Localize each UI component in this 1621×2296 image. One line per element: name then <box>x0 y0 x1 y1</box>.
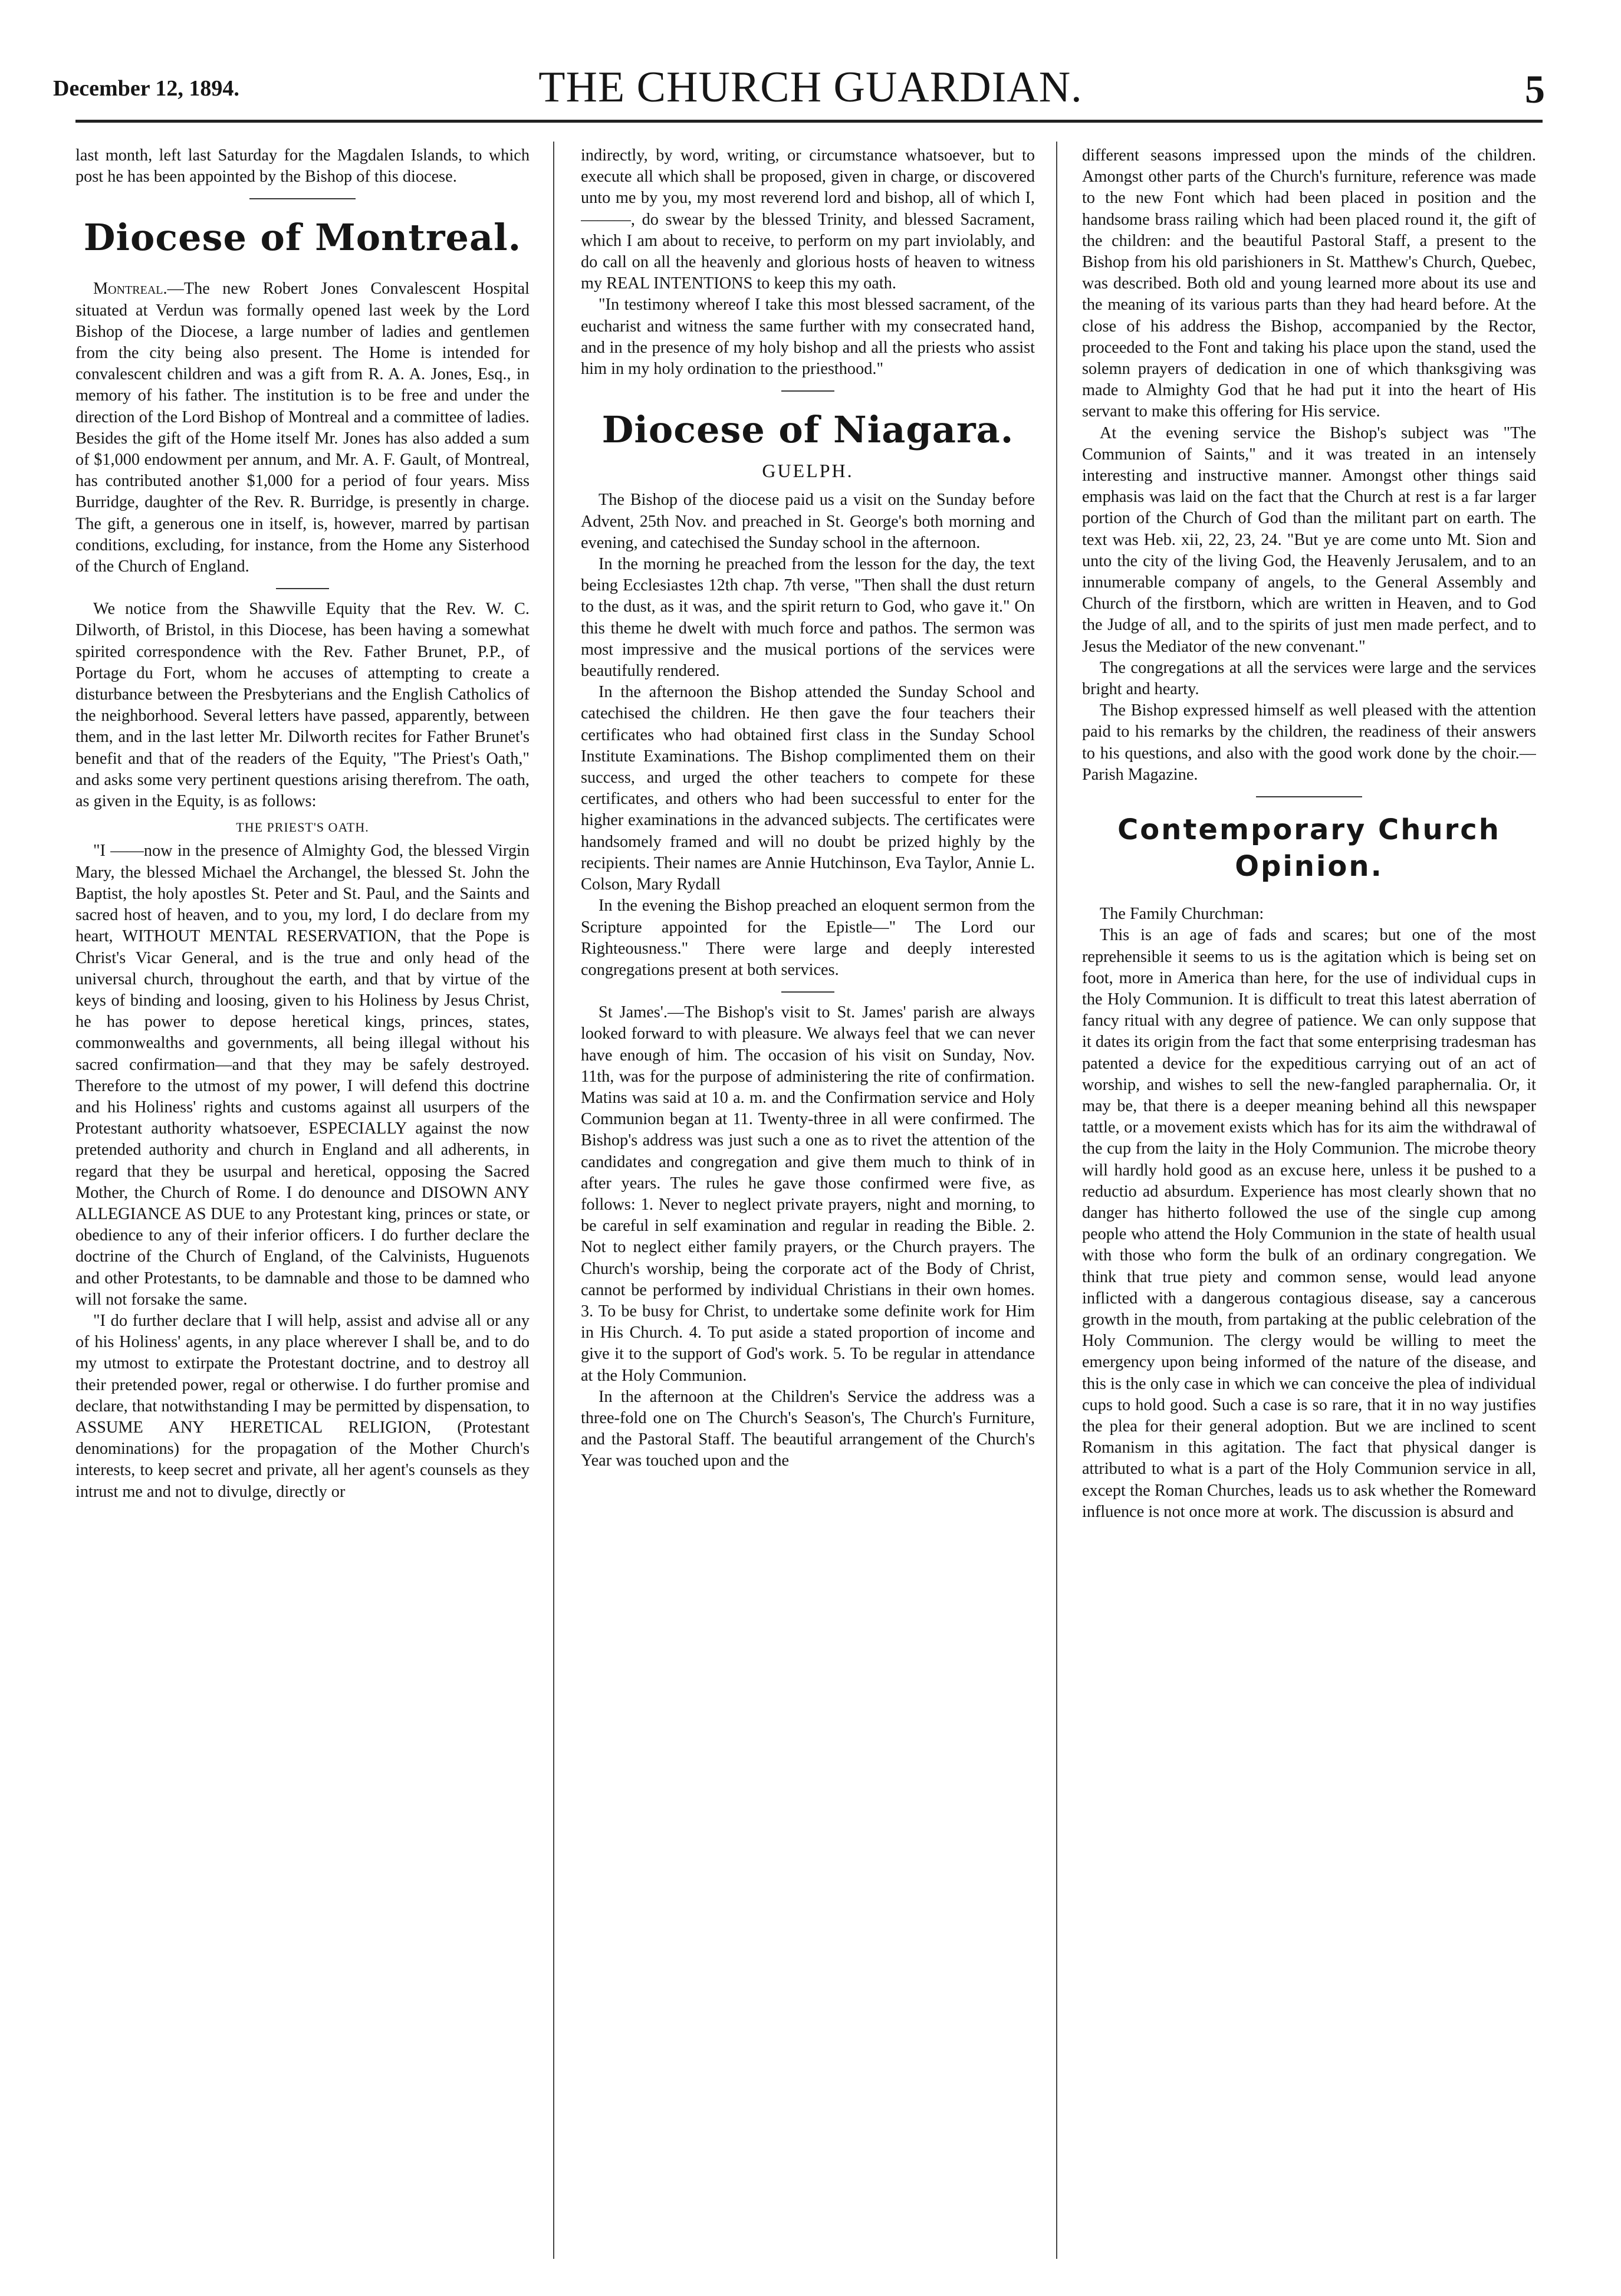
column-3 <box>1082 145 1536 2256</box>
paragraph: St James'.—The Bishop's visit to St. James' parish are always looked forward to with pleasure. We always feel that we can never have enough of him. The occasion of his visit on Sunday, Nov. 11th, was for the purpose of administering the rite of confirmation. Matins was said at 10 a. m. and the Confirmation service and Holy Communion began at 11. Twenty-three in all were confirmed. The Bishop's address was just such a one as to rivet the attention of the candidates and congregation and give them much to think of in after years. The rules he gave those confirmed were five, as follows: 1. Never to neglect private prayers, night and morning, to be careful in self examination and regular in reading the Bible. 2. Not to neglect either family prayers, or the Church prayers. The Church's worship, being the corporate act of the Body of Christ, cannot be performed by individual Christians in their own homes. 3. To be busy for Christ, to undertake some definite work for Him in His Church. 4. To put aside a stated proportion of income and give it to the support of God's work. 5. To be regular in attendance at the Holy Communion. <box>581 1003 1035 1385</box>
column-2 <box>581 145 1035 2256</box>
subheading-priests-oath: THE PRIEST'S OATH. <box>236 820 369 835</box>
dateline: Montreal. <box>93 280 167 298</box>
paragraph: different seasons impressed upon the minds of the children. Amongst other parts of the Church's furniture, reference was made to the new Font which had been placed in position and the handsome brass railing which had been placed round it, the gift of the children: and the beautiful Pastoral Staff, a present to the Bishop from his old parishioners in St. Matthew's Church, Quebec, was described. Both old and young learned more about its use and the meaning of its various parts than they had heard before. At the close of his address the Bishop, accompanied by the Rector, proceeded to the Font and taking his place upon the stand, used the solemn prayers of dedication in one of which thanksgiving was made to Almighty God that he had put it into the heart of His servant to make this offering for His service. <box>1082 146 1536 421</box>
section-heading-montreal: Diocese of Montreal. <box>83 216 522 260</box>
paragraph: The Bishop expressed himself as well pleased with the attention paid to his remarks by the children, the readiness of their answers to his questions, and also with the good work done by the choir.—Parish Magazine. <box>1082 701 1536 784</box>
paragraph: indirectly, by word, writing, or circumstance whatsoever, but to execute all which shall be proposed, given in charge, or discovered unto me by you, my most reverend lord and bishop, all of which I, ———, do swear by the blessed Trinity, and blessed Sacrament, which I am about to receive, to perform on my part inviolably, and do call on all the heavenly and glorious hosts of heaven to witness my REAL INTENTIONS to keep this my oath. <box>581 146 1035 293</box>
divider <box>249 198 356 199</box>
paragraph: In the afternoon at the Children's Service the address was a three-fold one on The Church's Season's, The Church's Furniture, and the Pastoral Staff. The beautiful arrangement of the Church's Year was touched upon and the <box>581 1387 1035 1470</box>
paragraph: "I do further declare that I will help, assist and advise all or any of his Holiness' agents, in any place wherever I shall be, and to do my utmost to extirpate the Protestant doctrine, and to destroy all their pretended power, regal or otherwise. I do further promise and declare, that notwithstanding I may be permitted by dispensation, to ASSUME ANY HERETICAL RELIGION, (Protestant denominations) for the propagation of the Mother Church's interests, to keep secret and private, all her agent's counsels as they intrust me and not to divulge, directly or <box>75 1311 530 1501</box>
paragraph: Montreal.—The new Robert Jones Convalescent Hospital situated at Verdun was formally opened last week by the Lord Bishop of the Diocese, a large number of ladies and gentlemen from the city being also present. The Home is intended for convalescent children and was a gift from R. A. A. Jones, Esq., in memory of his father. The institution is to be free and under the direction of the Lord Bishop of Montreal and a committee of ladies. Besides the gift of the Home itself Mr. Jones has also added a sum of $1,000 endowment per annum, and Mr. A. F. Gault, of Montreal, has contributed another $1,000 for a period of four years. Miss Burridge, daughter of the Rev. R. Burridge, is presently in charge. The gift, a generous one in itself, is, however, marred by partisan conditions, excluding, for instance, from the Home any Sisterhood of the Church of England. <box>75 280 530 576</box>
paragraph: In the afternoon the Bishop attended the Sunday School and catechised the children. He then gave the four teachers their certificates who had obtained first class in the Sunday School Institute Examinations. The Bishop complimented them on their success, and urged the other teachers to compete for these certificates, and others who had been successful to enter for the higher examinations in the advanced subjects. The certificates were handsomely framed and will no doubt be prized highly by the recipients. Their names are Annie Hutchinson, Eva Taylor, Annie L. Colson, Mary Rydall <box>581 683 1035 894</box>
paragraph: This is an age of fads and scares; but one of the most reprehensible it seems to us is the agitation which is being set on foot, more in America than here, for the use of individual cups in the Holy Communion. It is difficult to treat this latest aberration of fancy ritual with any degree of patience. We can only suppose that it dates its origin from the fact that some enterprising tradesman has patented a device for the expeditious carrying out of an act of worship, and wishes to sell the new-fangled paraphernalia. Or, it may be, that there is a deeper meaning behind all this newspaper tattle, or a movement exists which has for its aim the withdrawal of the cup from the laity in the Holy Communion. The microbe theory will hardly hold good as an excuse here, unless it be pushed to a reductio ad absurdum. Experience has most clearly shown that no danger has hitherto followed the use of the single cup among people who attend the Holy Communion in the state of health usual with those who form the bulk of an ordinary congregation. We think that true piety and common sense, would lead anyone inflicted with a dangerous contagious disease, say a cancerous growth in the mouth, from partaking at the public celebration of the Holy Communion. The clergy would be willing to meet the emergency upon being informed of the nature of the disease, and this is the only case in which we can conceive the plea of individual cups to hold good. Such a case is so rare, that it in no way justifies the plea for their general adoption. But we are inclined to scent Romanism in this agitation. The fact that physical danger is attributed to what is a part of the Holy Communion service in all, except the Roman Churches, leads us to ask whether the Romeward influence is not once more at work. The discussion is absurd and <box>1082 926 1536 1521</box>
paragraph: In the evening the Bishop preached an eloquent sermon from the Scripture appointed for the Epistle—" The Lord our Righteousness." There were large and deeply interested congregations present at both services. <box>581 896 1035 979</box>
column-separator <box>553 142 554 2259</box>
paragraph: We notice from the Shawville Equity that the Rev. W. C. Dilworth, of Bristol, in this Diocese, has been having a somewhat spirited correspondence with the Rev. Father Brunet, P.P., of Portage du Fort, whom he accuses of attempting to create a disturbance between the Presbyterians and the English Catholics of the neighborhood. Several letters have passed, apparently, between them, and in the last letter Mr. Dilworth recites for Father Brunet's benefit and that of the readers of the Equity, "The Priest's Oath," and asks some very pertinent questions arising therefrom. The oath, as given in the Equity, is as follows: <box>75 600 530 811</box>
paragraph: The Family Churchman: <box>1100 905 1264 924</box>
column-1 <box>75 145 530 2256</box>
paragraph: At the evening service the Bishop's subject was "The Communion of Saints," and it was treated in an intensely interesting and instructive manner. Amongst other things said emphasis was laid on the fact that the Church at rest is a far larger portion of the Church of God than the militant part on earth. The text was Heb. xii, 22, 23, 24. "But ye are come unto Mt. Sion and unto the city of the living God, the Heavenly Jerusalem, and to an innumerable company of angels, to the General Assembly and Church of the firstborn, which are written in Heaven, and to God the Judge of all, and to the spirits of just men made perfect, and to Jesus the Mediator of the new convenant." <box>1082 423 1536 656</box>
section-heading-contemporary-church-opinion: Contemporary Church Opinion. <box>1117 813 1501 883</box>
masthead-rule <box>75 120 1543 123</box>
divider <box>781 991 834 993</box>
divider <box>1256 796 1362 797</box>
paragraph: "I ——now in the presence of Almighty God, the blessed Virgin Mary, the blessed Michael the Archangel, the blessed St. John the Baptist, the holy apostles St. Peter and St. Paul, and the Saints and sacred host of heaven, and to you, my lord, I do declare from my heart, WITHOUT MENTAL RESERVATION, that the Pope is Christ's Vicar General, and is the true and only head of the universal church, throughout the earth, and that by virtue of the keys of binding and loosing, given to his Holiness by Jesus Christ, he has power to depose heretical kings, princes, states, commonwealths and governments, all being illegal without his sacred confirmation—and that they may be safely destroyed. Therefore to the utmost of my power, I will defend this doctrine and his Holiness' rights and customs against all usurpers of the Protestant authority whatsoever, ESPECIALLY against the now pretended authority and church in England and all adherents, in regard that they be usurpal and heretical, opposing the Sacred Mother, the Church of Rome. I do denounce and DISOWN ANY ALLEGIANCE AS DUE to any Protestant king, princes or state, or obedience to any of their inferior officers. I do further declare the doctrine of the Church of England, of the Calvinists, Huguenots and other Protestants, to be damnable and those to be damned who will not forsake the same. <box>75 842 530 1309</box>
paragraph: last month, left last Saturday for the Magdalen Islands, to which post he has been appointed by the Bishop of this diocese. <box>75 146 530 186</box>
paragraph: "In testimony whereof I take this most blessed sacrament, of the eucharist and witness the same further with my consecrated hand, and in the presence of my holy bishop and all the priests who assist him in my holy ordination to the priesthood." <box>581 295 1035 379</box>
page-number: 5 <box>1525 67 1545 111</box>
column-separator <box>1056 142 1057 2259</box>
divider <box>781 390 834 392</box>
paragraph: In the morning he preached from the lesson for the day, the text being Ecclesiastes 12th chap. 7th verse, "Then shall the dust return to the dust, as it was, and the spirit return to God, who gave it." On this theme he dwelt with much force and pathos. The sermon was most impressive and the musical portions of the services were beautifully rendered. <box>581 555 1035 681</box>
paragraph: The congregations at all the services were large and the services bright and hearty. <box>1082 658 1536 699</box>
issue-date: December 12, 1894. <box>53 76 239 101</box>
paragraph: The Bishop of the diocese paid us a visit on the Sunday before Advent, 25th Nov. and preached in St. George's both morning and evening, and catechised the Sunday school in the afternoon. <box>581 491 1035 552</box>
subheading-guelph: GUELPH. <box>762 460 854 482</box>
newspaper-title: THE CHURCH GUARDIAN. <box>538 63 1083 111</box>
section-heading-niagara: Diocese of Niagara. <box>601 408 1014 452</box>
divider <box>276 588 329 589</box>
